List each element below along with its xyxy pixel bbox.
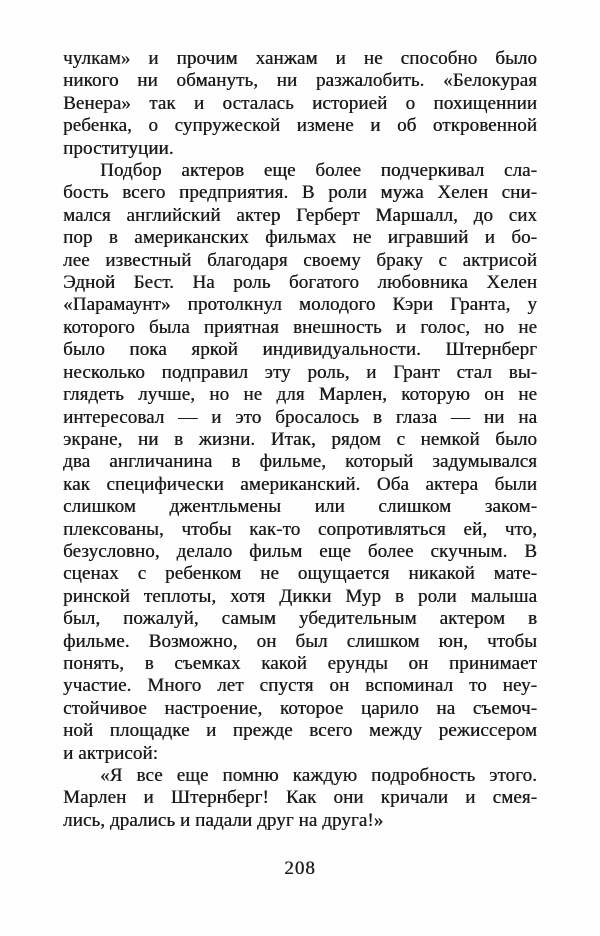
text-line: понять, в съемках какой ерунды он принимает: [63, 652, 537, 674]
text-line: ребенка, о супружеской измене и об откровенной: [63, 115, 537, 137]
text-line: глядеть лучше, но не для Марлен, которую он не: [63, 384, 537, 406]
text-line: несколько подправил эту роль, и Грант стал вы-: [63, 361, 537, 383]
paragraph: [63, 48, 537, 160]
text-line: «Парамаунт» протолкнул молодого Кэри Гранта, у: [63, 294, 537, 316]
text-line: бость всего предприятия. В роли мужа Хелен сни-: [63, 182, 537, 204]
text-line: «Я все еще помню каждую подробность этого.: [100, 765, 537, 786]
text-line: лее известный благодаря своему браку с актрисой: [63, 249, 537, 271]
text-line: интересовал — и это бросалось в глаза — ни на: [63, 406, 537, 428]
text-line: ринской теплоты, хотя Дикки Мур в роли малыша: [63, 585, 537, 607]
text-line: безусловно, делало фильм еще более скучным. В: [63, 540, 537, 562]
text-line: мался английский актер Герберт Маршалл, до сих: [63, 204, 537, 226]
text-line: слишком джентльмены или слишком заком-: [63, 496, 537, 518]
text-line: и актрисой:: [63, 742, 159, 764]
text-line: сценах с ребенком не ощущается никакой мате-: [63, 563, 537, 585]
text-line: плексованы, чтобы как-то сопротивляться ей, что,: [63, 518, 537, 540]
text-line: стойчивое настроение, которое царило на съемоч-: [63, 697, 537, 719]
text-line: Венера» так и осталась историей о похищеннии: [63, 92, 537, 114]
text-line: проституции.: [63, 137, 174, 159]
paragraph: [63, 160, 537, 765]
text-line: пор в американских фильмах не игравший и бо-: [63, 227, 537, 249]
paragraph: [63, 765, 537, 832]
text-line: лись, дрались и падали друг на друга!»: [63, 809, 384, 831]
text-line: Марлен и Штернберг! Как они кричали и смея-: [63, 787, 537, 809]
text-line: ной площадке и прежде всего между режиссером: [63, 720, 537, 742]
text-line: два англичанина в фильме, который задумывался: [63, 451, 537, 473]
text-line: был, пожалуй, самым убедительным актером в: [63, 608, 537, 630]
text-line: фильме. Возможно, он был слишком юн, чтобы: [63, 630, 537, 652]
text-line: никого ни обмануть, ни разжалобить. «Белокурая: [63, 70, 537, 92]
text-line: Подбор актеров еще более подчеркивал сла-: [100, 160, 537, 182]
text-line: участие. Много лет спустя он вспоминал то неу-: [63, 675, 537, 697]
page-number: 208: [284, 858, 316, 879]
text-line: Эдной Бест. На роль богатого любовника Хелен: [63, 272, 537, 294]
text-line: экране, ни в жизни. Итак, рядом с немкой было: [63, 428, 537, 450]
text-line: которого была приятная внешность и голос, но не: [63, 316, 537, 338]
text-line: как специфически американский. Оба актера были: [63, 473, 537, 495]
text-line: чулкам» и прочим ханжам и не способно было: [63, 48, 537, 69]
text-line: было пока яркой индивидуальности. Штернберг: [63, 339, 537, 361]
text-block: [63, 48, 537, 832]
